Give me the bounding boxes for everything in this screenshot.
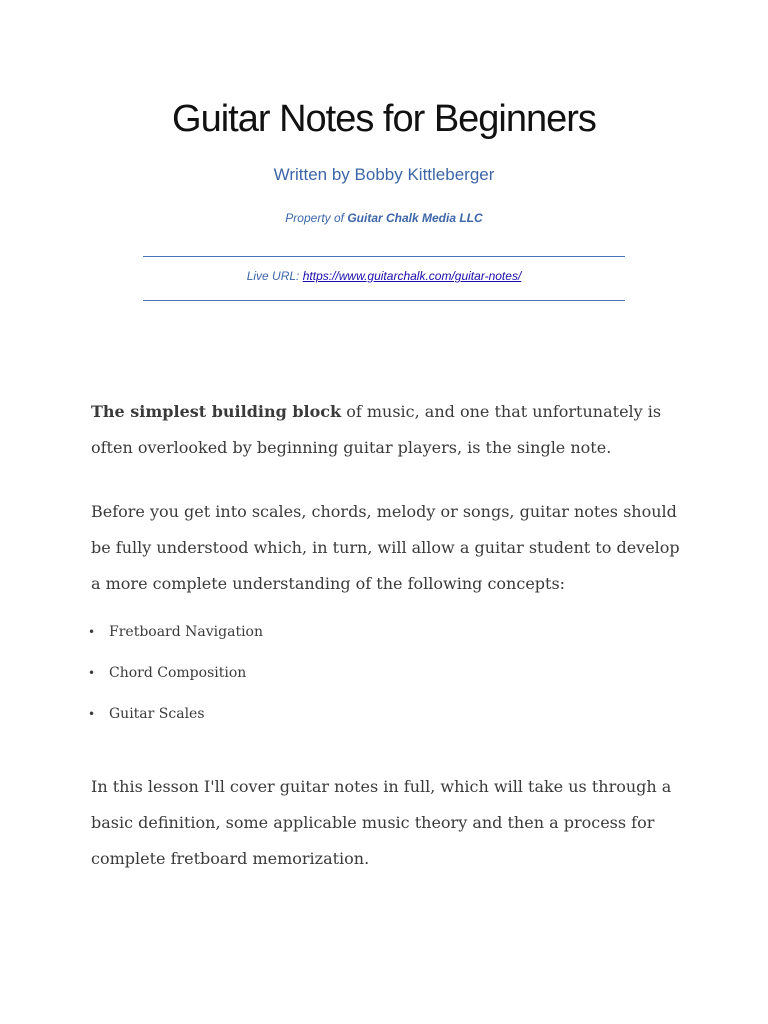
- lesson-paragraph: In this lesson I'll cover guitar notes in full, which will take us through a basic definition, some applicable music theory and then a process for complete fretboard memorization.: [91, 777, 672, 868]
- bullet-icon: •: [88, 707, 96, 721]
- live-url-line: [0, 269, 768, 283]
- live-url-link[interactable]: https://www.guitarchalk.com/guitar-notes/: [302, 269, 522, 283]
- list-item: [72, 618, 263, 659]
- divider-top: [143, 256, 625, 257]
- author-line: Written by Bobby Kittleberger: [273, 165, 495, 184]
- list-item: [72, 700, 263, 741]
- property-line: [0, 211, 768, 225]
- list-item: [72, 659, 263, 700]
- list-item-label: Guitar Scales: [109, 706, 205, 722]
- bullet-icon: •: [88, 666, 96, 680]
- document-title: Guitar Notes for Beginners: [172, 98, 596, 140]
- intro-lead: The simplest building block: [91, 402, 342, 421]
- property-owner: Guitar Chalk Media LLC: [347, 211, 483, 225]
- bullet-icon: •: [88, 625, 96, 639]
- divider-bottom: [143, 300, 625, 301]
- list-item-label: Chord Composition: [109, 665, 247, 681]
- live-url-label: Live URL:: [246, 269, 303, 283]
- property-prefix: Property of: [285, 211, 348, 225]
- concepts-paragraph: Before you get into scales, chords, melody or songs, guitar notes should be fully understood which, in turn, will allow a guitar student to develop a more complete understanding of the following concepts:: [91, 502, 680, 593]
- list-item-label: Fretboard Navigation: [109, 624, 263, 640]
- intro-rest: of music, and one that unfortunately is often overlooked by beginning guitar players, is the single note.: [91, 402, 662, 457]
- concepts-list: [72, 618, 263, 741]
- intro-paragraph: [91, 394, 691, 466]
